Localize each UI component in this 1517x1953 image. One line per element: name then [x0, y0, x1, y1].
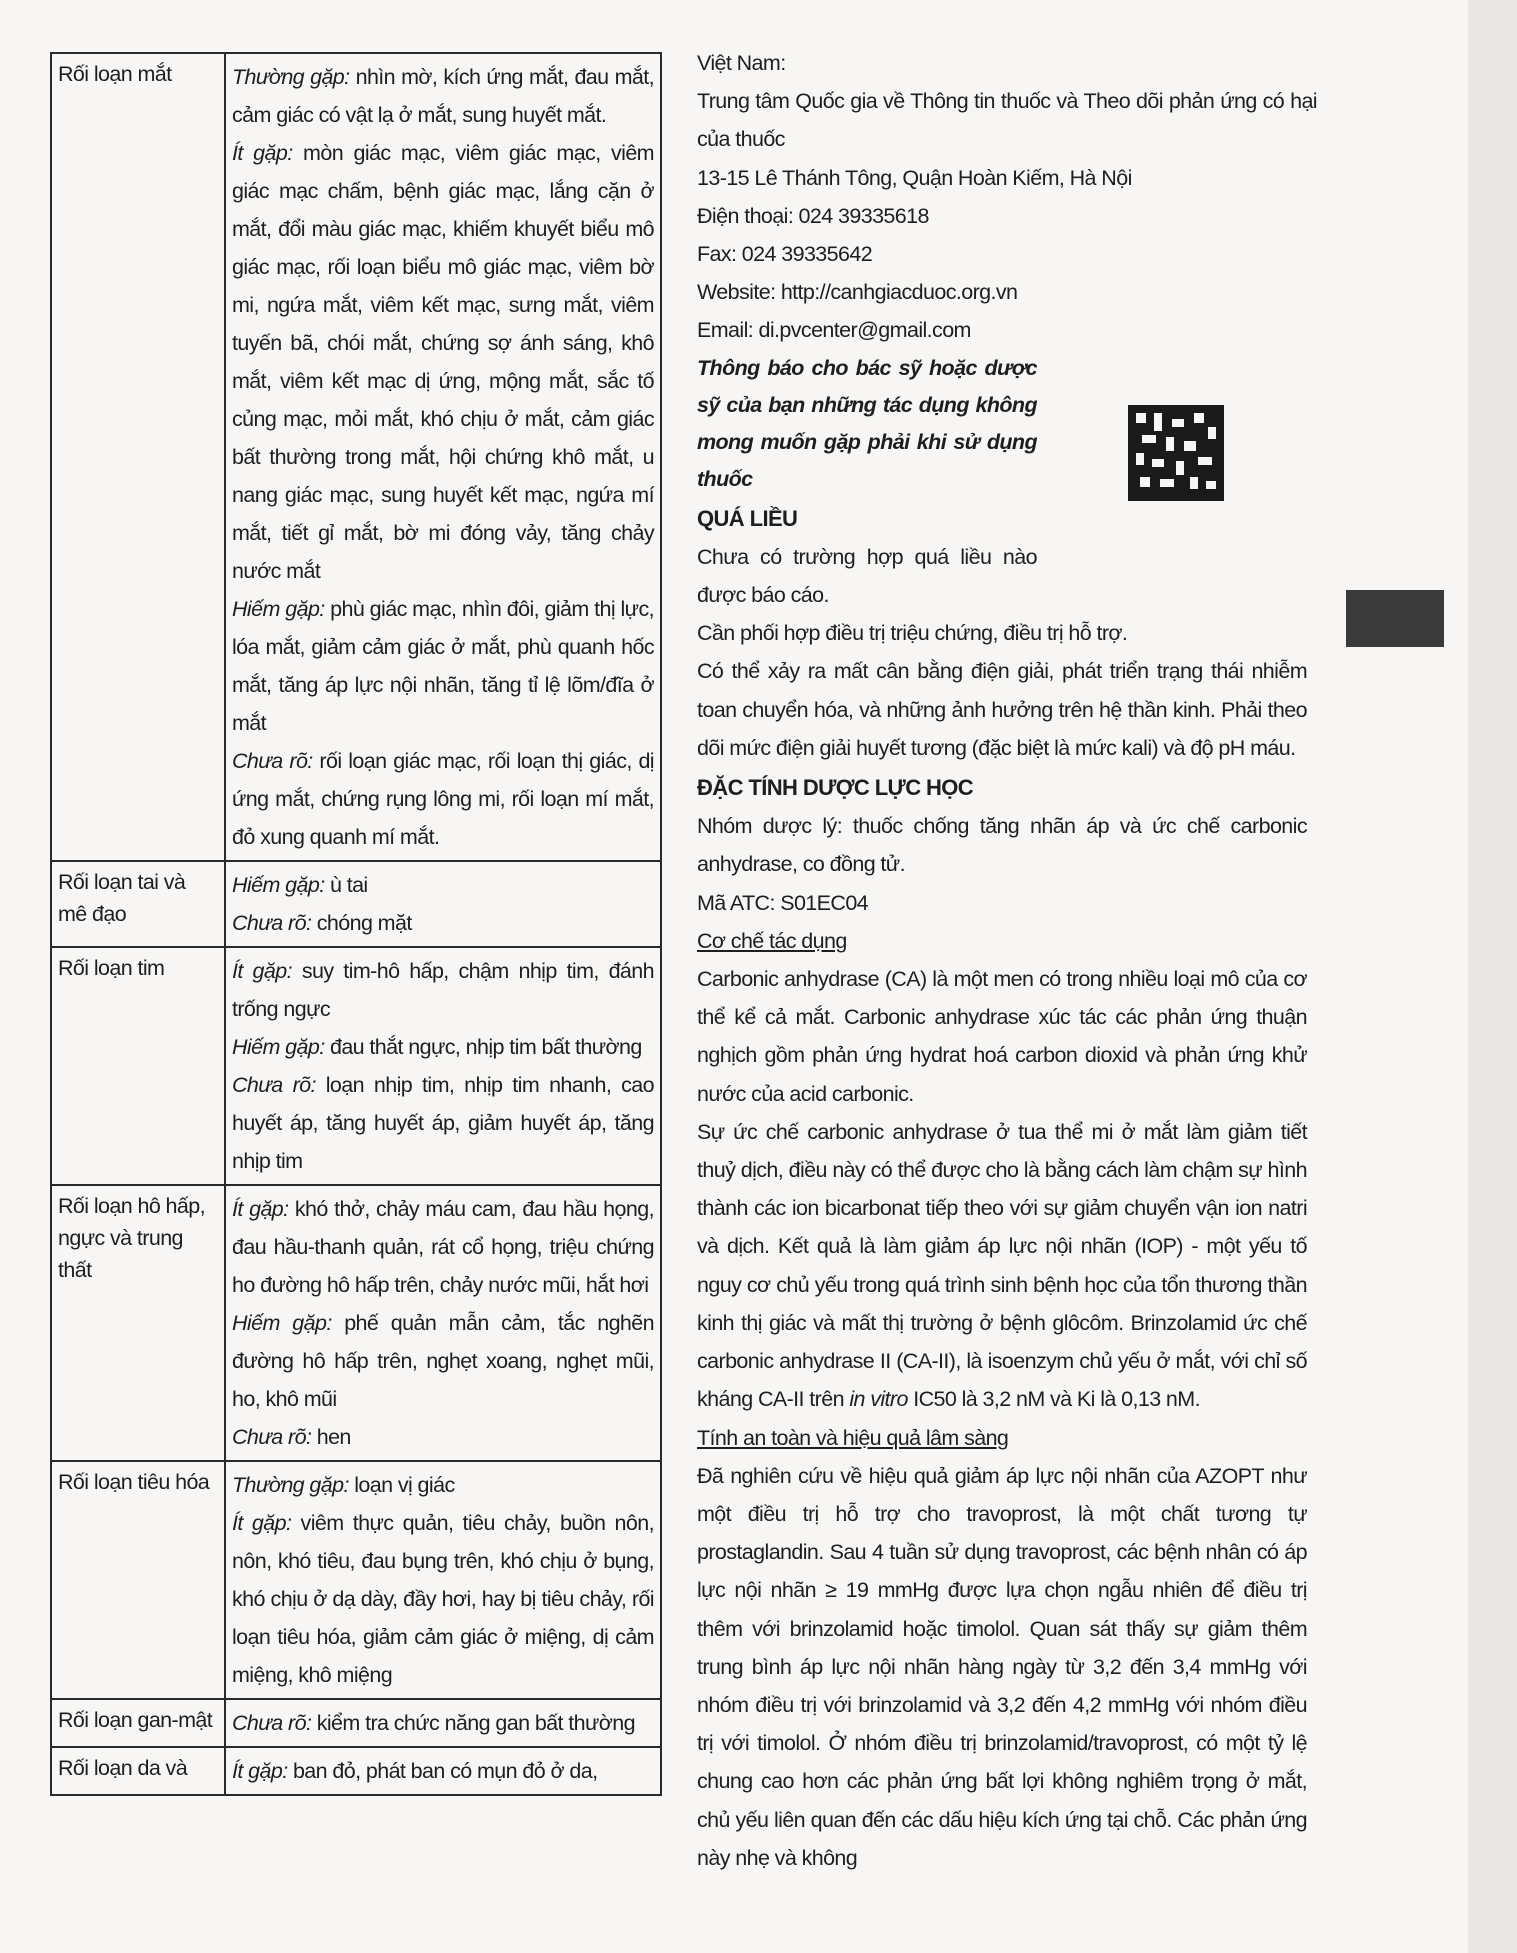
effect-entry	[232, 1066, 654, 1180]
effect-text: viêm thực quản, tiêu chảy, buồn nôn, nôn, khó tiêu, đau bụng trên, khó chịu ở bụng, khó chịu ở dạ dày, đầy hơi, hay bị tiêu chảy, rối loạn tiêu hóa, giảm cảm giác ở miệng, dị cảm miệng, khô miệng	[232, 1511, 654, 1687]
frequency-label: Ít gặp:	[232, 1759, 288, 1783]
effect-entry	[232, 58, 654, 134]
organ-class-cell: Rối loạn mắt	[51, 53, 225, 861]
frequency-label: Hiếm gặp:	[232, 1035, 325, 1059]
mechanism-heading: Cơ chế tác dụng	[697, 928, 847, 953]
organ-class-cell: Rối loạn tim	[51, 947, 225, 1185]
page-edge	[1468, 0, 1517, 1953]
dark-tab-marker	[1346, 590, 1444, 647]
effect-text: loạn vị giác	[348, 1473, 455, 1497]
effect-text: ù tai	[324, 873, 368, 897]
table-row	[51, 1699, 661, 1747]
adverse-effects-table	[50, 52, 662, 1796]
table-row	[51, 1747, 661, 1795]
frequency-label: Chưa rõ:	[232, 1711, 312, 1735]
contact-email: Email: di.pvcenter@gmail.com	[697, 318, 971, 343]
table-row	[51, 861, 661, 947]
effect-text: phế quản mẫn cảm, tắc nghẽn đường hô hấp trên, nghẹt xoang, nghẹt mũi, ho, khô mũi	[232, 1311, 654, 1411]
effect-text: nhìn mờ, kích ứng mắt, đau mắt, cảm giác có vật lạ ở mắt, sung huyết mắt.	[232, 65, 654, 127]
effect-entry	[232, 952, 654, 1028]
frequency-cell	[225, 53, 661, 861]
frequency-label: Ít gặp:	[232, 1511, 292, 1535]
right-column	[697, 44, 1317, 1877]
atc-code: Mã ATC: S01EC04	[697, 890, 869, 915]
frequency-label: Ít gặp:	[232, 141, 293, 165]
frequency-label: Hiếm gặp:	[232, 873, 325, 897]
frequency-cell	[225, 1461, 661, 1699]
frequency-label: Ít gặp:	[232, 959, 293, 983]
effect-entry	[232, 1752, 654, 1790]
organ-class-cell: Rối loạn da và	[51, 1747, 225, 1795]
frequency-cell	[225, 1747, 661, 1795]
overdose-p3: Có thể xảy ra mất cân bằng điện giải, phát triển trạng thái nhiễm toan chuyển hóa, và những ảnh hưởng trên hệ thần kinh. Phải theo dõi mức điện giải huyết tương (đặc biệt là mức kali) và độ pH máu.	[697, 659, 1307, 760]
contact-website: Website: http://canhgiacduoc.org.vn	[697, 280, 1018, 305]
effect-entry	[232, 1304, 654, 1418]
frequency-cell	[225, 947, 661, 1185]
pharmacology-heading: ĐẶC TÍNH DƯỢC LỰC HỌC	[697, 775, 974, 801]
organ-class-cell: Rối loạn tiêu hóa	[51, 1461, 225, 1699]
effect-entry	[232, 1418, 654, 1456]
report-notice: Thông báo cho bác sỹ hoặc dược sỹ của bạn những tác dụng không mong muốn gặp phải khi sử dụng thuốc	[697, 355, 1037, 491]
table-row	[51, 53, 661, 861]
pharmacology-group: Nhóm dược lý: thuốc chống tăng nhãn áp và ức chế carbonic anhydrase, co đồng tử.	[697, 814, 1307, 877]
datamatrix-code	[1128, 405, 1224, 501]
effect-text: chóng mặt	[311, 911, 412, 935]
overdose-p1: Chưa có trường hợp quá liều nào được báo cáo.	[697, 544, 1037, 608]
contact-org: Trung tâm Quốc gia về Thông tin thuốc và Theo dõi phản ứng có hại của thuốc	[697, 89, 1317, 152]
table-row	[51, 947, 661, 1185]
effect-entry	[232, 1466, 654, 1504]
effect-entry	[232, 134, 654, 590]
mechanism-p2-b: IC50 là 3,2 nM và Ki là 0,13 nM.	[907, 1387, 1200, 1412]
effect-entry	[232, 742, 654, 856]
effect-entry	[232, 1504, 654, 1694]
effect-entry	[232, 1704, 654, 1742]
effect-entry	[232, 904, 654, 942]
frequency-cell	[225, 861, 661, 947]
effect-text: rối loạn giác mạc, rối loạn thị giác, dị ứng mắt, chứng rụng lông mi, rối loạn mí mắt, đỏ xung quanh mí mắt.	[232, 749, 654, 849]
effect-entry	[232, 1028, 654, 1066]
frequency-label: Chưa rõ:	[232, 749, 313, 773]
frequency-label: Chưa rõ:	[232, 911, 312, 935]
effect-text: mòn giác mạc, viêm giác mạc, viêm giác mạc chấm, bệnh giác mạc, lắng cặn ở mắt, đổi màu giác mạc, khiếm khuyết biểu mô giác mạc, rối loạn biểu mô giác mạc, viêm bờ mi, ngứa mắt, viêm kết mạc, sưng mắt, viêm tuyến bã, chói mắt, chứng sợ ánh sáng, khô mắt, viêm kết mạc dị ứng, mộng mắt, sắc tố củng mạc, mỏi mắt, khó chịu ở mắt, cảm giác bất thường trong mắt, hội chứng khô mắt, u nang giác mạc, sung huyết kết mạc, ngứa mí mắt, tiết gỉ mắt, bờ mi đóng vảy, tăng chảy nước mắt	[232, 141, 654, 583]
organ-class-cell: Rối loạn hô hấp, ngực và trung thất	[51, 1185, 225, 1461]
mechanism-p2-italic: in vitro	[849, 1387, 908, 1412]
frequency-cell	[225, 1185, 661, 1461]
mechanism-p2-a: Sự ức chế carbonic anhydrase ở tua thể mi ở mắt làm giảm tiết thuỷ dịch, điều này có thể được cho là bằng cách làm chậm sự hình thành các ion bicarbonat tiếp theo với sự giảm chuyển vận ion natri và dịch. Kết quả là làm giảm áp lực nội nhãn (IOP) - một yếu tố nguy cơ chủ yếu trong quá trình sinh bệnh học của tổn thương thần kinh thị giác và mất thị trường ở bệnh glôcôm. Brinzolamid ức chế carbonic anhydrase II (CA-II), là isoenzym chủ yếu ở mắt, với chỉ số kháng CA-II trên	[697, 1119, 1307, 1412]
organ-class-cell: Rối loạn gan-mật	[51, 1699, 225, 1747]
effect-text: khó thở, chảy máu cam, đau hầu họng, đau hầu-thanh quản, rát cổ họng, triệu chứng ho đường hô hấp trên, chảy nước mũi, hắt hơi	[232, 1197, 654, 1297]
effect-text: phù giác mạc, nhìn đôi, giảm thị lực, lóa mắt, giảm cảm giác ở mắt, phù quanh hốc mắt, tăng áp lực nội nhãn, tăng tỉ lệ lõm/đĩa ở mắt	[232, 597, 654, 735]
frequency-label: Hiếm gặp:	[232, 597, 325, 621]
contact-phone: Điện thoại: 024 39335618	[697, 203, 929, 228]
effect-text: hen	[311, 1425, 351, 1449]
effect-entry	[232, 1190, 654, 1304]
table-row	[51, 1185, 661, 1461]
overdose-p2: Cần phối hợp điều trị triệu chứng, điều trị hỗ trợ.	[697, 621, 1128, 646]
effect-entry	[232, 866, 654, 904]
safety-heading: Tính an toàn và hiệu quả lâm sàng	[697, 1425, 1009, 1450]
contact-fax: Fax: 024 39335642	[697, 242, 873, 267]
frequency-label: Chưa rõ:	[232, 1425, 312, 1449]
frequency-label: Thường gặp:	[232, 65, 350, 89]
effect-text: kiểm tra chức năng gan bất thường	[311, 1711, 636, 1735]
frequency-label: Ít gặp:	[232, 1197, 289, 1221]
table-row	[51, 1461, 661, 1699]
organ-class-cell: Rối loạn tai và mê đạo	[51, 861, 225, 947]
effect-text: đau thắt ngực, nhịp tim bất thường	[324, 1035, 642, 1059]
effect-text: ban đỏ, phát ban có mụn đỏ ở da,	[287, 1759, 598, 1783]
frequency-label: Thường gặp:	[232, 1473, 349, 1497]
frequency-label: Chưa rõ:	[232, 1073, 316, 1097]
frequency-cell	[225, 1699, 661, 1747]
contact-address: 13-15 Lê Thánh Tông, Quận Hoàn Kiếm, Hà Nội	[697, 165, 1132, 190]
effect-text: loạn nhịp tim, nhịp tim nhanh, cao huyết áp, tăng huyết áp, giảm huyết áp, tăng nhịp tim	[232, 1073, 654, 1173]
mechanism-p1: Carbonic anhydrase (CA) là một men có trong nhiều loại mô của cơ thể kể cả mắt. Carbonic anhydrase xúc tác các phản ứng thuận nghịch gồm phản ứng hydrat hoá carbon dioxid và phản ứng khử nước của acid carbonic.	[697, 967, 1307, 1106]
effect-entry	[232, 590, 654, 742]
overdose-heading: QUÁ LIỀU	[697, 505, 798, 531]
safety-p1: Đã nghiên cứu về hiệu quả giảm áp lực nội nhãn của AZOPT như một điều trị hỗ trợ cho travoprost, là một chất tương tự prostaglandin. Sau 4 tuần sử dụng travoprost, các bệnh nhân có áp lực nội nhãn ≥ 19 mmHg được lựa chọn ngẫu nhiên để điều trị thêm với brinzolamid hoặc timolol. Quan sát thấy sự giảm thêm trung bình áp lực nội nhãn hàng ngày từ 3,2 đến 3,4 mmHg với nhóm điều trị với brinzolamid và 3,2 đến 4,2 mmHg với nhóm điều trị với timolol. Ở nhóm điều trị brinzolamid/travoprost, có một tỷ lệ chung cao hơn các phản ứng bất lợi không nghiêm trọng ở mắt, chủ yếu liên quan đến các dấu hiệu kích ứng tại chỗ. Các phản ứng này nhẹ và không	[697, 1463, 1307, 1870]
mechanism-p2	[697, 1113, 1307, 1419]
contact-country: Việt Nam:	[697, 51, 786, 75]
effect-text: suy tim-hô hấp, chậm nhịp tim, đánh trống ngực	[232, 959, 654, 1021]
frequency-label: Hiếm gặp:	[232, 1311, 332, 1335]
